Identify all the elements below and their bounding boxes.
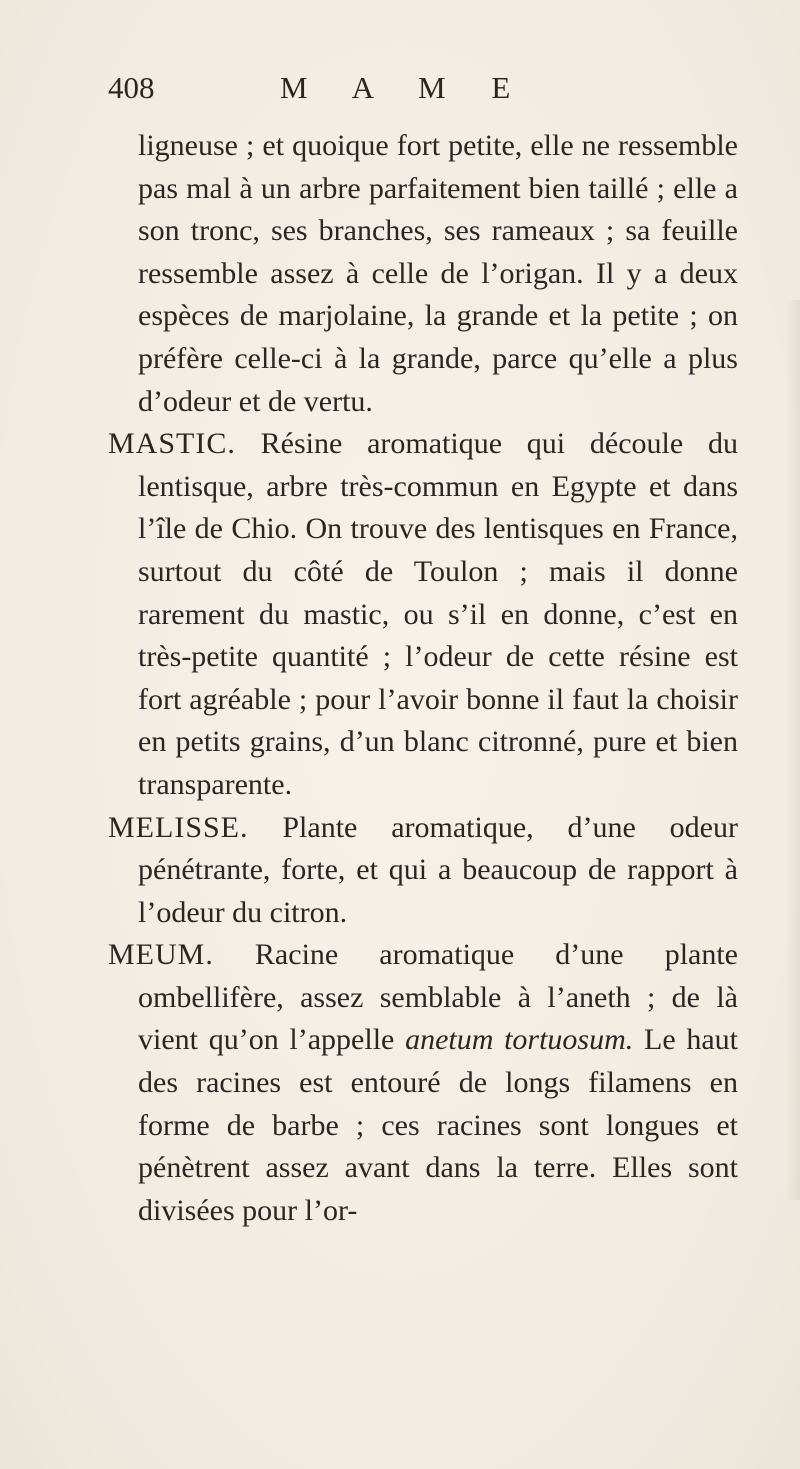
running-head: M A M E bbox=[280, 70, 521, 105]
entry-text: Racine aromatique d’une plante ombellifère, assez semblable à l’aneth ; de là vient qu’on l’appelle bbox=[138, 938, 738, 1057]
entry-marjolaine-continued bbox=[108, 125, 738, 423]
entry-mastic bbox=[108, 423, 738, 806]
page-edge-shadow bbox=[786, 300, 800, 1200]
page-header bbox=[108, 70, 628, 120]
entry-text-continued: Le haut des racines est entouré de longs filamens en forme de barbe ; ces racines sont longues et pénètrent assez avant dans la terre. Elles sont divisées pour l’or- bbox=[138, 1023, 738, 1227]
entry-headword: MASTIC. bbox=[108, 427, 236, 461]
entry-melisse bbox=[108, 807, 738, 935]
entry-text: ligneuse ; et quoique fort petite, elle ne ressemble pas mal à un arbre parfaitement bien taillé ; elle a son tronc, ses branches, ses rameaux ; sa feuille ressemble assez à celle de l’origan. Il y a deux espèces de marjolaine, la grande et la petite ; on préfère celle-ci à la grande, parce qu’elle a plus d’odeur et de vertu. bbox=[138, 129, 738, 418]
entry-meum bbox=[108, 934, 738, 1232]
entry-headword: MEUM. bbox=[108, 938, 214, 972]
body-text bbox=[108, 125, 738, 1232]
entry-text: Résine aromatique qui découle du lentisque, arbre très-commun en Egypte et dans l’île de Chio. On trouve des lentisques en France, surtout du côté de Toulon ; mais il donne rarement du mastic, ou s’il en donne, c’est en très-petite quantité ; l’odeur de cette résine est fort agréable ; pour l’avoir bonne il faut la choisir en petits grains, d’un blanc citronné, pure et bien transparente. bbox=[138, 427, 738, 801]
entry-text: Plante aromatique, d’une odeur pénétrante, forte, et qui a beaucoup de rapport à l’odeur du citron. bbox=[138, 810, 738, 929]
page-number: 408 bbox=[108, 70, 155, 105]
entry-headword: MELISSE. bbox=[108, 810, 249, 844]
latin-term: anetum tortuosum. bbox=[405, 1023, 634, 1057]
